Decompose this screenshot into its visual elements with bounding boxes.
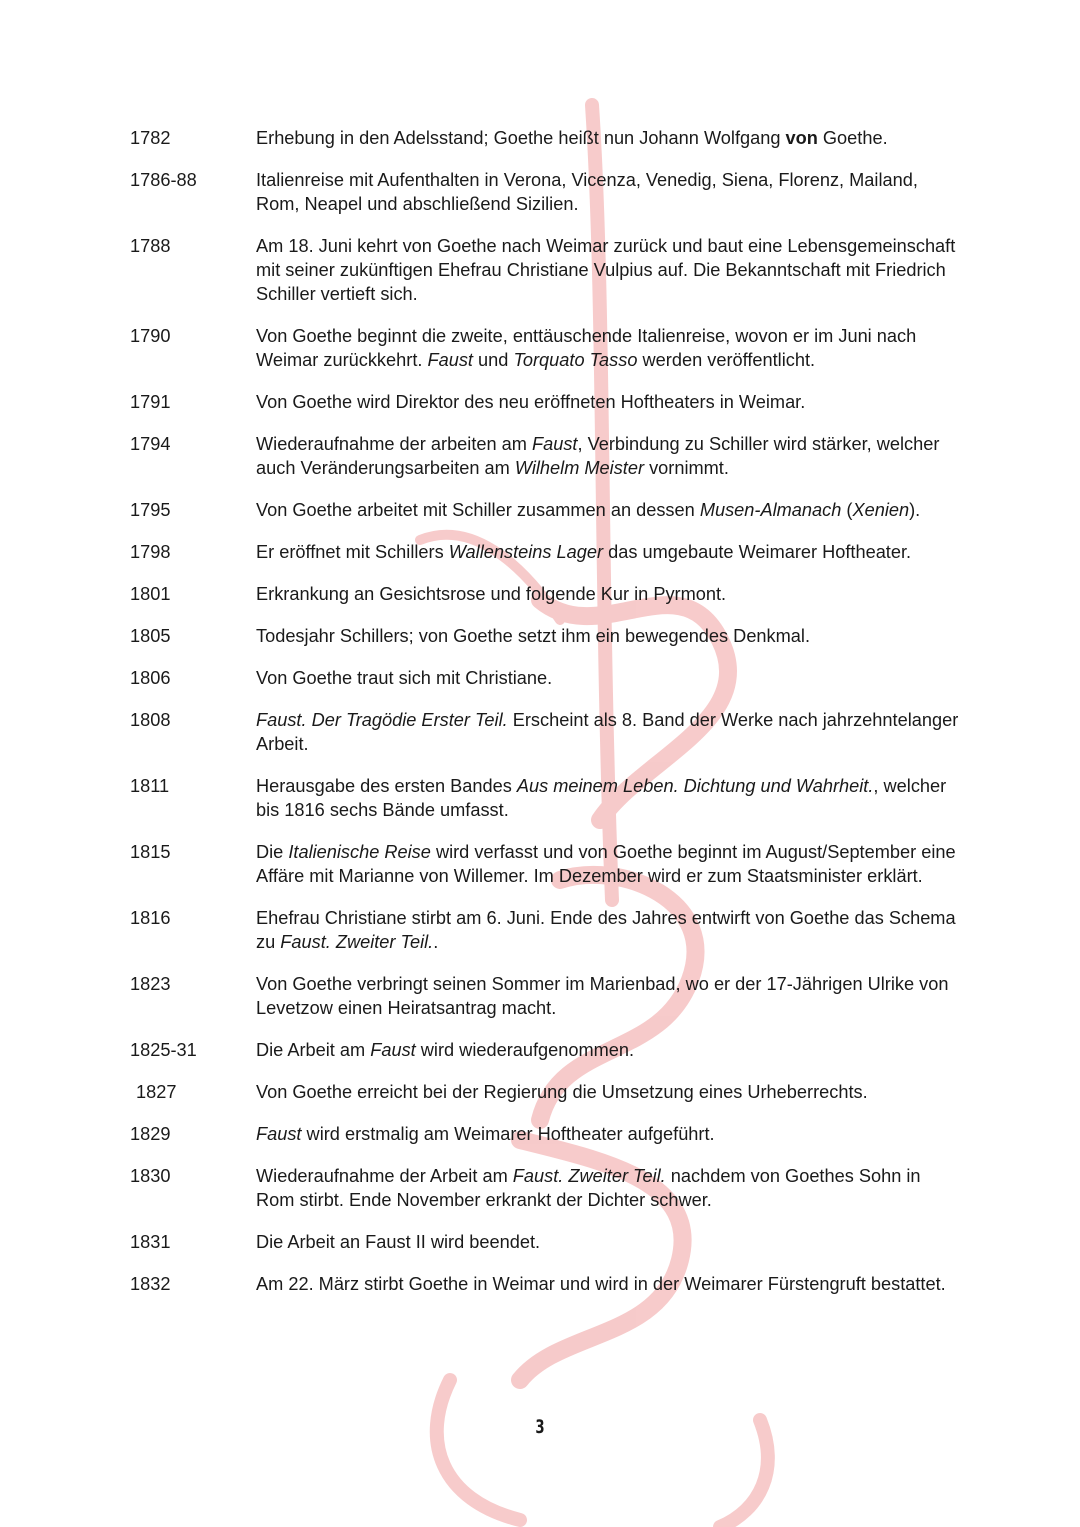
entry-year: 1827 xyxy=(136,1082,177,1102)
title-italic: Faust. Der Tragödie Erster Teil. xyxy=(256,710,508,730)
timeline-entry xyxy=(130,168,960,216)
entry-year: 1801 xyxy=(130,584,171,604)
text-segment: wird wiederaufgenommen. xyxy=(415,1040,635,1060)
entry-description xyxy=(256,126,960,150)
entry-year: 1815 xyxy=(130,842,171,862)
timeline-entry xyxy=(130,540,960,564)
text-segment: Wiederaufnahme der arbeiten am xyxy=(256,434,532,454)
entry-year: 1823 xyxy=(130,974,171,994)
entry-description xyxy=(256,168,960,216)
timeline-entry xyxy=(130,1080,960,1104)
timeline-entry xyxy=(130,624,960,648)
entry-description xyxy=(256,1230,960,1254)
text-segment: vornimmt. xyxy=(644,458,729,478)
entry-description xyxy=(256,324,960,372)
text-segment: Erkrankung an Gesichtsrose und folgende Kur in Pyrmont. xyxy=(256,584,727,604)
entry-year: 1832 xyxy=(130,1274,171,1294)
text-segment: Erhebung in den Adelsstand; Goethe heißt nun Johann Wolfgang xyxy=(256,128,786,148)
entry-year: 1791 xyxy=(130,392,171,412)
timeline-entry xyxy=(130,1122,960,1146)
entry-year: 1825-31 xyxy=(130,1040,197,1060)
entry-year: 1831 xyxy=(130,1232,171,1252)
text-segment: Ehefrau Christiane stirbt am 6. Juni. Ende des Jahres entwirft von Goethe das Schema zu xyxy=(256,908,956,952)
text-segment: wird erstmalig am Weimarer Hoftheater aufgeführt. xyxy=(301,1124,715,1144)
text-segment: Von Goethe traut sich mit Christiane. xyxy=(256,668,553,688)
entry-description xyxy=(256,708,960,756)
text-segment: Von Goethe verbringt seinen Sommer im Marienbad, wo er der 17-Jährigen Ulrike von Levetzow einen Heiratsantrag macht. xyxy=(256,974,949,1018)
text-segment: , Verbindung zu Schiller wird stärker, welcher auch Veränderungsarbeiten am xyxy=(256,434,940,478)
entry-year: 1811 xyxy=(130,776,170,796)
entry-description xyxy=(256,234,960,306)
text-segment: wird verfasst und von Goethe beginnt im August/September eine Affäre mit Marianne von Willemer. Im Dezember wird er zum Staatsminister erklärt. xyxy=(256,842,956,886)
text-segment: Er eröffnet mit Schillers xyxy=(256,542,449,562)
timeline-list xyxy=(130,126,960,1314)
title-italic: Faust xyxy=(427,350,473,370)
text-segment: nachdem von Goethes Sohn in Rom stirbt. Ende November erkrankt der Dichter schwer. xyxy=(256,1166,921,1210)
entry-year: 1829 xyxy=(130,1124,171,1144)
entry-year: 1782 xyxy=(130,128,171,148)
text-segment: Goethe. xyxy=(817,128,888,148)
entry-year: 1808 xyxy=(130,710,171,730)
timeline-entry xyxy=(130,1164,960,1212)
entry-description xyxy=(256,540,960,564)
entry-year: 1790 xyxy=(130,326,171,346)
entry-description xyxy=(256,666,960,690)
timeline-entry xyxy=(130,126,960,150)
entry-description xyxy=(256,1038,960,1062)
text-segment: Italienreise mit Aufenthalten in Verona, Vicenza, Venedig, Siena, Florenz, Mailand, Rom, Neapel und abschließend Sizilien. xyxy=(256,170,918,214)
timeline-entry xyxy=(130,972,960,1020)
text-segment: Erscheint als 8. Band der Werke nach jahrzehntelanger Arbeit. xyxy=(256,710,959,754)
text-segment: Von Goethe wird Direktor des neu eröffneten Hoftheaters in Weimar. xyxy=(256,392,806,412)
timeline-entry xyxy=(130,666,960,690)
timeline-entry xyxy=(130,390,960,414)
entry-year: 1830 xyxy=(130,1166,171,1186)
text-segment: Von Goethe arbeitet mit Schiller zusammen an dessen xyxy=(256,500,700,520)
text-segment: und xyxy=(472,350,514,370)
timeline-entry xyxy=(130,1230,960,1254)
timeline-entry xyxy=(130,906,960,954)
text-segment: Die Arbeit an Faust II wird beendet. xyxy=(256,1232,541,1252)
entry-year: 1816 xyxy=(130,908,171,928)
text-segment: das umgebaute Weimarer Hoftheater. xyxy=(603,542,912,562)
title-italic: Faust xyxy=(532,434,578,454)
text-segment: Wiederaufnahme der Arbeit am xyxy=(256,1166,513,1186)
entry-year: 1788 xyxy=(130,236,171,256)
text-bold: von xyxy=(785,128,818,148)
entry-description xyxy=(256,840,960,888)
entry-description xyxy=(256,906,960,954)
entry-description xyxy=(256,624,960,648)
text-segment: ( xyxy=(841,500,853,520)
title-italic: Faust xyxy=(370,1040,416,1060)
entry-description xyxy=(256,972,960,1020)
timeline-entry xyxy=(130,840,960,888)
entry-description xyxy=(256,774,960,822)
entry-description xyxy=(256,1164,960,1212)
title-italic: Aus meinem Leben. Dichtung und Wahrheit. xyxy=(516,776,874,796)
text-segment: Von Goethe beginnt die zweite, enttäuschende Italienreise, wovon er im Juni nach Weimar zurückkehrt. xyxy=(256,326,917,370)
timeline-entry xyxy=(130,1272,960,1296)
timeline-entry xyxy=(130,1038,960,1062)
text-segment: , welcher bis 1816 sechs Bände umfasst. xyxy=(256,776,947,820)
text-segment: Die xyxy=(256,842,289,862)
entry-description xyxy=(256,582,960,606)
title-italic: Faust xyxy=(256,1124,302,1144)
text-segment: werden veröffentlicht. xyxy=(637,350,816,370)
title-italic: Musen-Almanach xyxy=(699,500,842,520)
page-number: 3 xyxy=(535,1416,545,1438)
entry-year: 1798 xyxy=(130,542,171,562)
title-italic: Italienische Reise xyxy=(288,842,431,862)
text-segment: Von Goethe erreicht bei der Regierung die Umsetzung eines Urheberrechts. xyxy=(256,1082,868,1102)
text-segment: Herausgabe des ersten Bandes xyxy=(256,776,517,796)
title-italic: Wallensteins Lager xyxy=(448,542,604,562)
text-segment: Am 18. Juni kehrt von Goethe nach Weimar zurück und baut eine Lebensgemeinschaft mit seiner zukünftigen Ehefrau Christiane Vulpius auf. Die Bekanntschaft mit Friedrich Schiller vertieft sich. xyxy=(256,236,956,304)
entry-description xyxy=(256,390,960,414)
text-segment: Todesjahr Schillers; von Goethe setzt ihm ein bewegendes Denkmal. xyxy=(256,626,810,646)
entry-description xyxy=(256,498,960,522)
entry-year: 1805 xyxy=(130,626,171,646)
entry-year: 1794 xyxy=(130,434,171,454)
entry-year: 1806 xyxy=(130,668,171,688)
text-segment: Die Arbeit am xyxy=(256,1040,371,1060)
timeline-entry xyxy=(130,432,960,480)
entry-year: 1795 xyxy=(130,500,171,520)
title-italic: Xenien xyxy=(852,500,910,520)
timeline-entry xyxy=(130,774,960,822)
title-italic: Wilhelm Meister xyxy=(514,458,645,478)
timeline-entry xyxy=(130,708,960,756)
text-segment: Am 22. März stirbt Goethe in Weimar und wird in der Weimarer Fürstengruft bestattet. xyxy=(256,1274,946,1294)
entry-description xyxy=(256,1080,960,1104)
timeline-entry xyxy=(130,324,960,372)
entry-description xyxy=(256,1272,960,1296)
entry-description xyxy=(256,432,960,480)
text-segment: ). xyxy=(909,500,921,520)
title-italic: Faust. Zweiter Teil. xyxy=(280,932,434,952)
title-italic: Faust. Zweiter Teil. xyxy=(512,1166,666,1186)
title-italic: Torquato Tasso xyxy=(513,350,638,370)
entry-description xyxy=(256,1122,960,1146)
timeline-entry xyxy=(130,234,960,306)
timeline-entry xyxy=(130,582,960,606)
entry-year: 1786-88 xyxy=(130,170,197,190)
timeline-entry xyxy=(130,498,960,522)
text-segment: . xyxy=(433,932,439,952)
